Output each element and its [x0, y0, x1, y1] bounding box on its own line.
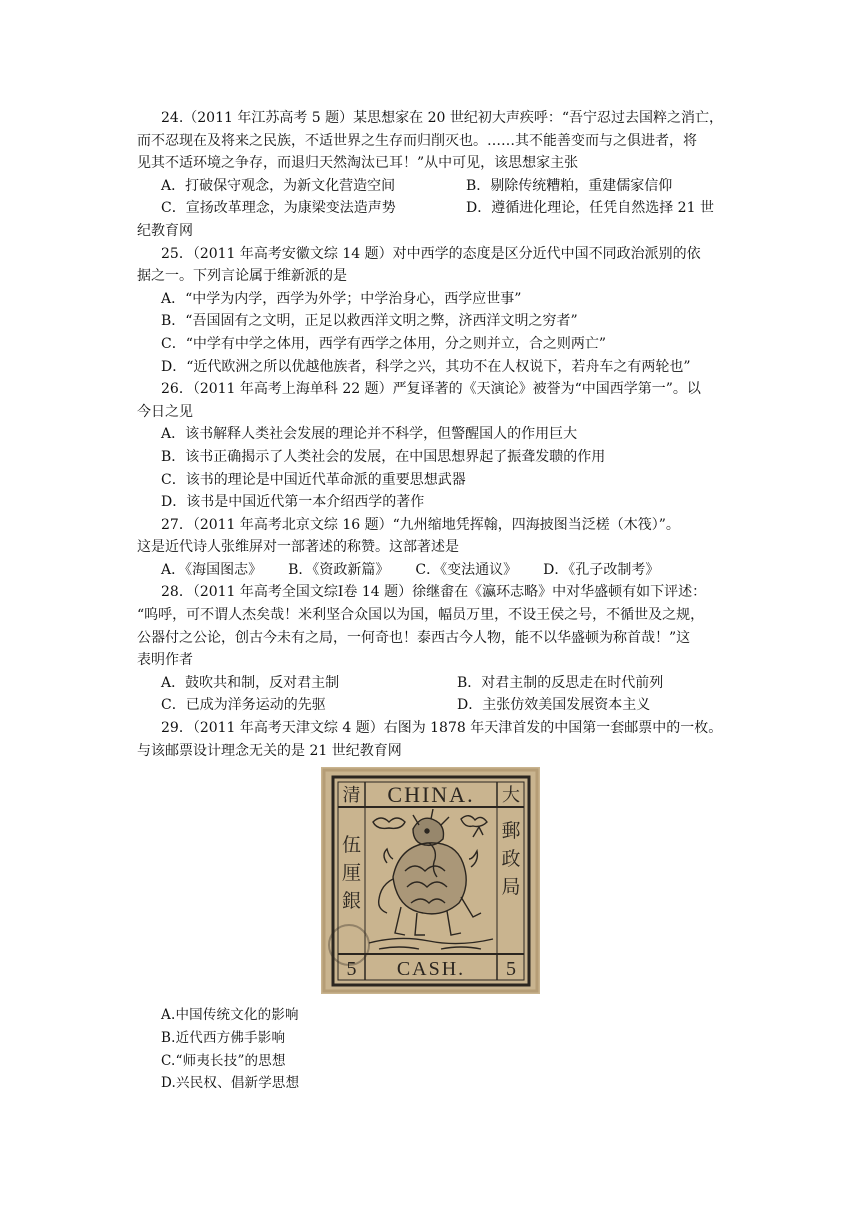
question-25-stem: 25．（2011 年高考安徽文综 14 题）对中西学的态度是区分近代中国不同政治派别的依	[161, 245, 701, 262]
option-a: A．《海国图志》	[161, 561, 263, 578]
option-d: D．遵循进化理论，任凭自然选择 21 世	[466, 200, 714, 217]
stamp-right-char: 局	[501, 876, 521, 898]
option-c: C．《变法通议》	[415, 561, 518, 578]
stamp-value-left: 5	[346, 958, 357, 980]
option-d: D．《孔子改制考》	[543, 561, 660, 578]
stamp-right-char: 政	[501, 848, 521, 870]
question-29-options	[161, 1004, 299, 1095]
option-a: A．打破保守观念，为新文化营造空间	[161, 177, 396, 194]
question-28-stem: 表明作者	[137, 652, 193, 669]
stamp-left-char: 銀	[341, 890, 362, 912]
stamp-right-char: 郵	[501, 820, 521, 842]
option-d: D．“近代欧洲之所以优越他族者，科学之兴，其功不在人权说下，若舟车之有两轮也”	[161, 358, 691, 375]
stamp-left-char: 厘	[341, 862, 362, 884]
option-b: B．该书正确揭示了人类社会的发展，在中国思想界起了振聋发聩的作用	[161, 448, 606, 465]
question-27-stem: 这是近代诗人张维屏对一部著述的称赞。这部著述是	[137, 539, 459, 556]
option-c: C．“中学有中学之体用，西学有西学之体用，分之则并立，合之则两亡”	[161, 335, 607, 352]
question-24-stem: 见其不适环境之争存，而退归天然淘汰已耳！”从中可见，该思想家主张	[137, 155, 579, 172]
option-c: C．已成为洋务运动的先驱	[161, 697, 326, 714]
option-a: A．“中学为内学，西学为外学；中学治身心，西学应世事”	[161, 290, 522, 307]
question-sheet	[137, 107, 737, 762]
option-a: A．鼓吹共和制，反对君主制	[161, 674, 340, 691]
question-24-stem: 而不忍现在及将来之民族，不适世界之生存而归削灭也。……其不能善变而与之俱进者，将	[137, 132, 697, 149]
question-26-stem: 今日之见	[137, 403, 193, 420]
question-28-stem: “呜呼，可不谓人杰矣哉！米利坚合众国以为国，幅员万里，不设王侯之号，不循世及之规，	[137, 607, 705, 624]
question-29-stem: 与该邮票设计理念无关的是 21 世纪教育网	[137, 742, 402, 759]
option-d: D．主张仿效美国发展资本主义	[457, 697, 651, 714]
option-b: B．《资政新篇》	[288, 561, 390, 578]
stamp-image	[321, 767, 540, 994]
stamp-corner-left: 清	[342, 785, 361, 806]
question-28-stem: 公器付之公论，创古今未有之局，一何奇也！泰西古今人物，能不以华盛顿为称首哉！”这	[137, 629, 691, 646]
question-29	[137, 717, 737, 762]
question-24-stem: 24.（2011 年江苏高考 5 题）某思想家在 20 世纪初大声疾呼：“吾宁忍过去国粹之消亡，	[161, 110, 724, 126]
option-c: C．宣扬改革理念，为康梁变法造声势	[161, 200, 396, 217]
question-26	[137, 378, 737, 514]
option-b: B．“吾国固有之文明，正足以救西洋文明之弊，济西洋文明之穷者”	[161, 313, 578, 330]
option-c: C.“师夷长技”的思想	[161, 1052, 286, 1069]
stamp-bottom-text: CASH.	[396, 958, 466, 980]
question-29-stem: 29．（2011 年高考天津文综 4 题）右图为 1878 年天津首发的中国第一套邮票中的一枚。	[161, 720, 723, 737]
stamp-left-char: 伍	[341, 834, 362, 856]
option-d-continuation: 纪教育网	[137, 222, 193, 239]
option-d: D.兴民权、倡新学思想	[161, 1075, 300, 1092]
stamp-top-text: CHINA.	[387, 782, 475, 807]
option-b: B.近代西方佛手影响	[161, 1029, 286, 1046]
question-27-stem: 27．（2011 年高考北京文综 16 题）“九州缩地凭挥翰，四海披图当泛槎（木筏）”。	[161, 516, 680, 533]
question-25	[137, 243, 737, 379]
question-26-stem: 26．（2011 年高考上海单科 22 题）严复译著的《天演论》被誉为“中国西学第一”。以	[161, 381, 701, 398]
question-24	[137, 107, 737, 243]
option-a: A.中国传统文化的影响	[161, 1007, 299, 1023]
option-b: B．对君主制的反思走在时代前列	[457, 674, 664, 691]
option-a: A．该书解释人类社会发展的理论并不科学，但警醒国人的作用巨大	[161, 426, 578, 443]
option-c: C．该书的理论是中国近代革命派的重要思想武器	[161, 471, 466, 488]
question-28-stem: 28．（2011 年高考全国文综Ⅰ卷 14 题）徐继畬在《瀛环志略》中对华盛顿有如下评述：	[161, 584, 707, 601]
option-d: D．该书是中国近代第一本介绍西学的著作	[161, 494, 425, 511]
question-28	[137, 581, 737, 717]
question-27	[137, 514, 737, 582]
option-b: B．剔除传统糟粕，重建儒家信仰	[466, 177, 673, 194]
options-row	[137, 559, 737, 582]
question-25-stem: 据之一。下列言论属于维新派的是	[137, 268, 347, 285]
stamp-value-right: 5	[506, 958, 516, 980]
stamp-corner-right: 大	[502, 785, 520, 806]
